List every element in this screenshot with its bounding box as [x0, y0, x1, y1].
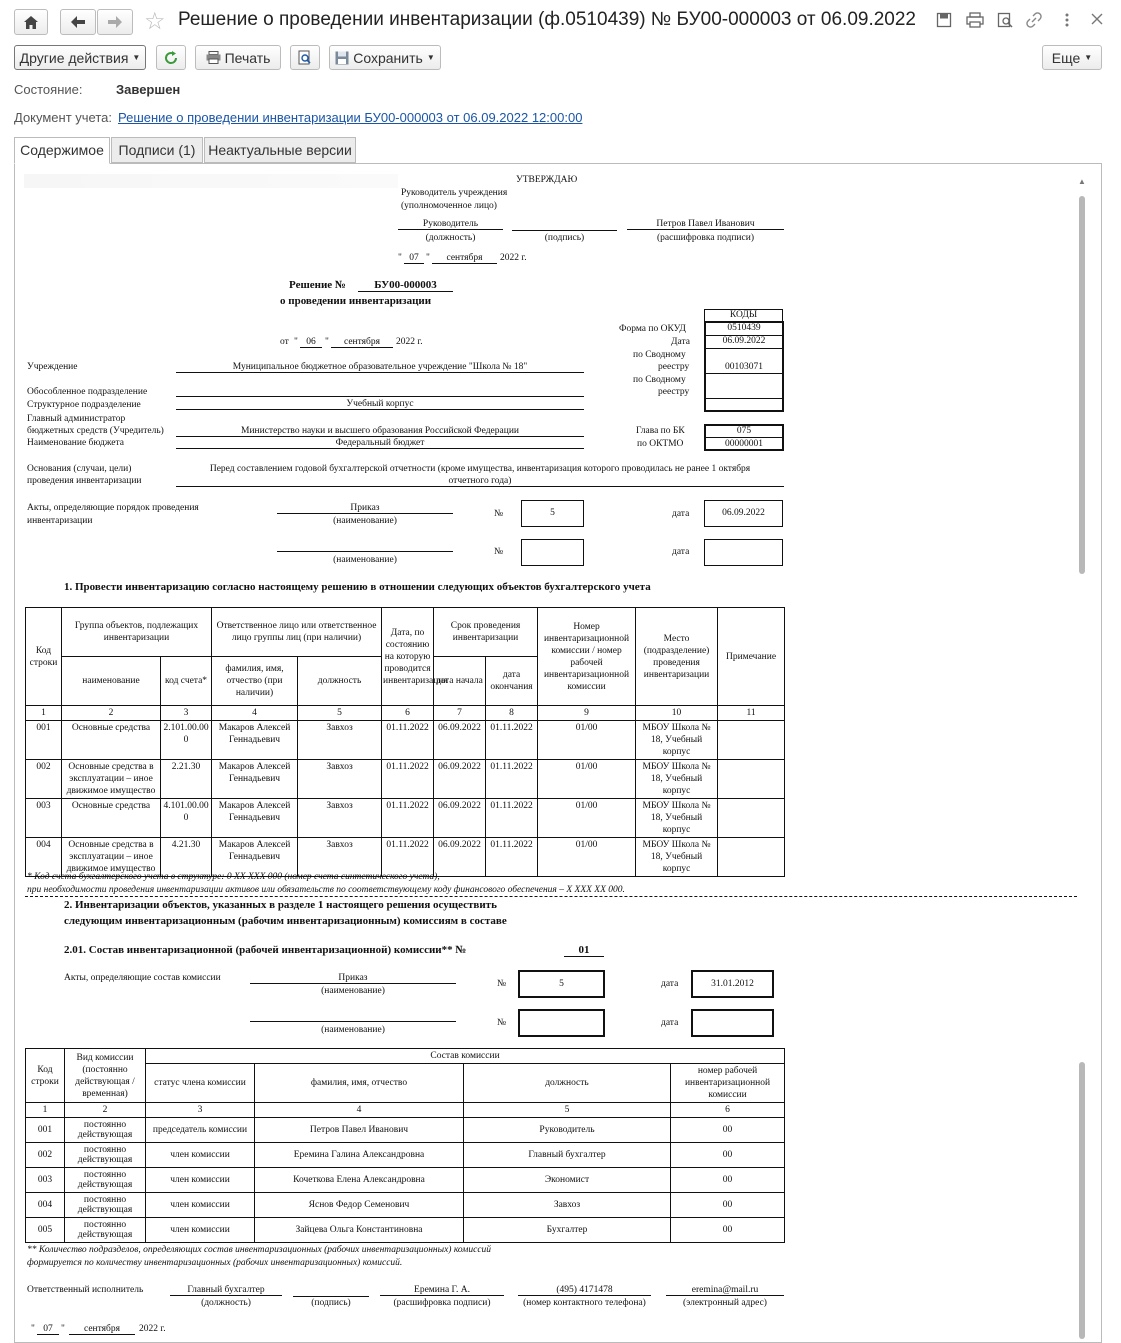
reg2-label-2: реестру [658, 387, 690, 397]
head-name: Петров Павел Иванович [627, 219, 784, 230]
comm-acts-label: Акты, определяющие состав комиссии [64, 973, 221, 983]
act1-name: Приказ [277, 503, 453, 514]
t1-comm: 01/00 [538, 838, 636, 877]
head-position: Руководитель [398, 219, 503, 230]
exec-label: Ответственный исполнитель [27, 1285, 144, 1295]
t1-place: МБОУ Школа № 18, Учебный корпус [636, 721, 718, 760]
commission-number: 01 [564, 944, 604, 957]
back-button[interactable] [60, 9, 96, 35]
comm-act-no: 5 [518, 970, 605, 998]
t1-code: 001 [26, 721, 62, 760]
t1-head-acc: код счета* [161, 657, 212, 706]
exec-phone-caption: (номер контактного телефона) [523, 1298, 646, 1308]
tab-obsolete-versions[interactable]: Неактуальные версии [204, 137, 356, 163]
home-icon [24, 16, 38, 29]
objects-table [25, 607, 785, 877]
t2-fio: Петров Павел Иванович [255, 1118, 464, 1143]
more-vertical-icon[interactable] [1064, 12, 1070, 28]
t2-num: 4 [255, 1103, 464, 1118]
t1-num: 2 [62, 706, 161, 721]
t2-kind: постоянно действующая [65, 1218, 146, 1243]
exec-date-q1: " [31, 1324, 35, 1334]
t1-name: Основные средства [62, 721, 161, 760]
reg-label-2: реестру [658, 362, 690, 372]
reg-label-1: по Сводному [633, 350, 686, 360]
t1-head-end: дата окончания [486, 657, 538, 706]
t1-fio: Макаров Алексей Геннадьевич [212, 838, 298, 877]
t2-pos: Руководитель [464, 1118, 671, 1143]
t1-start: 06.09.2022 [434, 721, 486, 760]
table-row [26, 1168, 785, 1193]
act2-name-line [277, 540, 453, 552]
head-line2: (уполномоченное лицо) [401, 201, 497, 211]
link-icon[interactable] [1026, 12, 1042, 31]
t1-start: 06.09.2022 [434, 760, 486, 799]
doc-date-year: 2022 г. [396, 337, 423, 347]
t1-note [718, 760, 785, 799]
scroll-up-arrow[interactable]: ▲ [1078, 177, 1086, 186]
struct-value: Учебный корпус [176, 399, 584, 410]
acts-label-2: инвентаризации [27, 516, 93, 526]
state-label: Состояние: [14, 82, 83, 97]
arrow-right-icon [108, 16, 122, 28]
approve-title: УТВЕРЖДАЮ [516, 175, 578, 185]
budget-label: Наименование бюджета [27, 438, 124, 448]
acts-label-1: Акты, определяющие порядок проведения [27, 503, 199, 513]
exec-date-month: сентября [69, 1324, 135, 1335]
t2-fio: Яснов Федор Семенович [255, 1193, 464, 1218]
t2-pos: Завхоз [464, 1193, 671, 1218]
t1-num: 8 [486, 706, 538, 721]
save-disk-icon[interactable] [936, 12, 952, 31]
codes-divider-3 [705, 373, 783, 374]
t1-acc: 2.101.00.000 [161, 721, 212, 760]
t2-kind: постоянно действующая [65, 1118, 146, 1143]
t1-name: Основные средства в эксплуатации – иное движимое имущество [62, 760, 161, 799]
t1-note [718, 721, 785, 760]
dropdown-arrow-icon: ▼ [1084, 53, 1093, 62]
t1-place: МБОУ Школа № 18, Учебный корпус [636, 799, 718, 838]
comm-act2-name-line [250, 1010, 456, 1022]
commission-table [25, 1048, 785, 1243]
doc-date-day: 06 [300, 337, 322, 348]
codes-header: КОДЫ [704, 309, 783, 322]
comm-act2-no-label: № [497, 1018, 507, 1028]
exec-name: Еремина Г. А. [380, 1285, 504, 1296]
section2-line2: следующим инвентаризационным (рабочим инвентаризационным) комиссиям в составе [64, 915, 507, 927]
exec-signature-caption: (подпись) [311, 1298, 351, 1308]
exec-email: eremina@mail.ru [666, 1285, 784, 1296]
t2-no: 00 [671, 1168, 785, 1193]
t1-end: 01.11.2022 [486, 799, 538, 838]
t1-pos: Завхоз [298, 721, 382, 760]
from-label: от [280, 337, 289, 347]
comm-act-name-caption: (наименование) [321, 986, 385, 996]
budget-value: Федеральный бюджет [176, 438, 584, 449]
t2-num: 2 [65, 1103, 146, 1118]
tab-signatures[interactable]: Подписи (1) [111, 137, 203, 163]
okud-label: Форма по ОКУД [619, 324, 686, 334]
t1-start: 06.09.2022 [434, 838, 486, 877]
t1-code: 002 [26, 760, 62, 799]
t2-pos: Главный бухгалтер [464, 1143, 671, 1168]
t2-status: председатель комиссии [146, 1118, 255, 1143]
comm-act2-no [518, 1009, 605, 1037]
comm-act-name: Приказ [250, 973, 456, 984]
basis-value-1: Перед составлением годовой бухгалтерской отчетности (кроме имущества, инвентаризация которого проводилась не ранее 1 октября [209, 464, 751, 474]
doc-date-q1: " [294, 337, 298, 347]
window-title: Решение о проведении инвентаризации (ф.0510439) № БУ00-000003 от 06.09.2022 [178, 9, 917, 30]
admin-value: Министерство науки и высшего образования Российской Федерации [176, 426, 584, 437]
glava-value: 075 [736, 426, 752, 436]
approve-date-year: 2022 г. [500, 253, 527, 263]
t1-head-name: наименование [62, 657, 161, 706]
t1-num: 5 [298, 706, 382, 721]
t2-status: член комиссии [146, 1168, 255, 1193]
t1-note [718, 799, 785, 838]
home-button[interactable] [14, 9, 48, 35]
t1-num: 11 [718, 706, 785, 721]
okud-value: 0510439 [727, 323, 761, 333]
t1-fio: Макаров Алексей Геннадьевич [212, 760, 298, 799]
doc-link[interactable]: Решение о проведении инвентаризации БУ00-000003 от 06.09.2022 12:00:00 [118, 110, 583, 125]
struct-label: Структурное подразделение [27, 400, 141, 410]
t2-head-code: Код строки [26, 1049, 65, 1103]
approve-date-q1: " [398, 253, 402, 263]
t1-head-start: дата начала [434, 657, 486, 706]
doc-label: Документ учета: [14, 110, 113, 125]
t1-num: 10 [636, 706, 718, 721]
admin-label-2: бюджетных средств (Учредитель) [27, 426, 164, 436]
t1-num: 1 [26, 706, 62, 721]
floppy-icon [335, 51, 349, 65]
comm-act2-date [691, 1009, 774, 1037]
t1-comm: 01/00 [538, 760, 636, 799]
admin-label-1: Главный администратор [27, 414, 126, 424]
reg2-label-1: по Сводному [633, 375, 686, 385]
preview-button[interactable] [290, 45, 320, 70]
refresh-button[interactable] [156, 45, 186, 70]
t1-comm: 01/00 [538, 721, 636, 760]
org-value: Муниципальное бюджетное образовательное учреждение "Школа № 18" [176, 362, 584, 373]
t1-name: Основные средства в эксплуатации – иное движимое имущество [62, 838, 161, 877]
save-label: Сохранить [353, 49, 423, 66]
t1-head-fio: фамилия, имя, отчество (при наличии) [212, 657, 298, 706]
t1-comm: 01/00 [538, 799, 636, 838]
comm-act2-date-label: дата [661, 1018, 679, 1028]
comm-act-date: 31.01.2012 [691, 970, 774, 998]
t2-pos: Бухгалтер [464, 1218, 671, 1243]
t2-head-no: номер рабочей инвентаризационной комиссии [671, 1064, 785, 1103]
t2-numbers-row [26, 1103, 785, 1118]
table-row [26, 721, 785, 760]
t1-head-code: Код строки [26, 608, 62, 706]
favorite-star-icon[interactable]: ☆ [144, 8, 166, 35]
other-actions-label: Другие действия [19, 49, 129, 66]
t2-status: член комиссии [146, 1143, 255, 1168]
t2-fio: Кочеткова Елена Александровна [255, 1168, 464, 1193]
t2-kind: постоянно действующая [65, 1168, 146, 1193]
table-row [26, 1143, 785, 1168]
t1-head-group: Группа объектов, подлежащих инвентаризации [62, 608, 212, 657]
oktmo-value: 00000001 [725, 439, 763, 449]
t2-fio: Еремина Галина Александровна [255, 1143, 464, 1168]
exec-date-year: 2022 г. [139, 1324, 166, 1334]
t2-no: 00 [671, 1118, 785, 1143]
t1-fio: Макаров Алексей Геннадьевич [212, 799, 298, 838]
sep-line [176, 385, 584, 397]
footnote2-line2: формируется по количеству инвентаризационных (рабочих инвентаризационных) комиссий. [27, 1258, 403, 1268]
approve-date-q2: " [426, 253, 430, 263]
refresh-icon [164, 51, 178, 65]
exec-date-q2: " [61, 1324, 65, 1334]
t1-head-note: Примечание [718, 608, 785, 706]
t2-head-pos: должность [464, 1064, 671, 1103]
scrollbar-thumb[interactable] [1079, 196, 1085, 574]
act2-date [704, 539, 783, 566]
more-button[interactable] [1042, 45, 1102, 70]
scrollbar-thumb-lower[interactable] [1079, 1062, 1085, 1339]
table-row [26, 838, 785, 877]
t2-head-fio: фамилия, имя, отчество [255, 1064, 464, 1103]
t1-num: 6 [382, 706, 434, 721]
t2-status: член комиссии [146, 1218, 255, 1243]
t2-code: 003 [26, 1168, 65, 1193]
t1-numbers-row [26, 706, 785, 721]
t1-num: 7 [434, 706, 486, 721]
table-row [26, 1218, 785, 1243]
t2-no: 00 [671, 1218, 785, 1243]
print-icon[interactable] [966, 12, 984, 31]
t1-num: 3 [161, 706, 212, 721]
doc-date-q2: " [325, 337, 329, 347]
basis-value-2: отчетного года) [176, 476, 784, 487]
codes-divider-4 [705, 398, 783, 399]
t2-kind: постоянно действующая [65, 1193, 146, 1218]
act2-no [521, 539, 584, 566]
footnote1-line2: при необходимости проведения инвентаризации активов или обязательств по соответствующему коду финансового обеспечения – Х ХХХ ХХ 000. [27, 885, 625, 895]
oktmo-label: по ОКТМО [637, 439, 684, 449]
decision-number: БУ00-000003 [358, 279, 453, 292]
date-label: Дата [671, 337, 690, 347]
t2-head-status: статус члена комиссии [146, 1064, 255, 1103]
act1-no-label: № [494, 509, 504, 519]
act1-date-label: дата [672, 509, 690, 519]
print-button[interactable] [195, 45, 281, 70]
date-value: 06.09.2022 [722, 336, 766, 346]
t1-num: 4 [212, 706, 298, 721]
t1-date: 01.11.2022 [382, 838, 434, 877]
basis-label-1: Основания (случаи, цели) [27, 464, 132, 474]
table-row [26, 1118, 785, 1143]
t1-pos: Завхоз [298, 760, 382, 799]
cap-decode: (расшифровка подписи) [657, 233, 754, 243]
t1-end: 01.11.2022 [486, 721, 538, 760]
t2-head-comp: Состав комиссии [146, 1049, 785, 1064]
t2-no: 00 [671, 1143, 785, 1168]
approve-date-month: сентября [432, 253, 497, 264]
t1-head-pos: должность [298, 657, 382, 706]
t1-head-date: Дата, по состоянию на которую проводится инвентаризация [382, 608, 434, 706]
t1-name: Основные средства [62, 799, 161, 838]
t1-fio: Макаров Алексей Геннадьевич [212, 721, 298, 760]
act2-name-caption: (наименование) [333, 555, 397, 565]
t1-head-place: Место (подразделение) проведения инвентаризации [636, 608, 718, 706]
dropdown-arrow-icon: ▼ [426, 53, 435, 62]
decision-subtitle: о проведении инвентаризации [280, 295, 432, 307]
decision-title: Решение № [289, 279, 346, 291]
print-label: Печать [224, 49, 271, 66]
tab-content[interactable]: Содержимое [14, 137, 110, 164]
section1-title: 1. Провести инвентаризацию согласно настоящему решению в отношении следующих объектов бухгалтерского учета [64, 581, 651, 593]
cap-signature: (подпись) [544, 233, 585, 243]
t1-place: МБОУ Школа № 18, Учебный корпус [636, 760, 718, 799]
t1-head-comm: Номер инвентаризационной комиссии / номер рабочей инвентаризационной комиссии [538, 608, 636, 706]
t2-status: член комиссии [146, 1193, 255, 1218]
table-row [26, 799, 785, 838]
act2-no-label: № [494, 547, 504, 557]
t1-note [718, 838, 785, 877]
t1-acc: 4.21.30 [161, 838, 212, 877]
t2-code: 001 [26, 1118, 65, 1143]
t1-end: 01.11.2022 [486, 838, 538, 877]
t1-code: 003 [26, 799, 62, 838]
exec-date-day: 07 [37, 1324, 59, 1335]
section2-line1: 2. Инвентаризации объектов, указанных в разделе 1 настоящего решения осуществить [64, 899, 497, 911]
t1-acc: 2.21.30 [161, 760, 212, 799]
cap-position: (должность) [425, 233, 476, 243]
t2-num: 6 [671, 1103, 785, 1118]
t2-num: 5 [464, 1103, 671, 1118]
reg-value: 00103071 [725, 362, 763, 372]
t1-place: МБОУ Школа № 18, Учебный корпус [636, 838, 718, 877]
exec-email-caption: (электронный адрес) [683, 1298, 767, 1308]
act1-date: 06.09.2022 [704, 500, 783, 527]
doc-date-month: сентября [331, 337, 393, 348]
other-actions-button[interactable] [14, 45, 146, 70]
comm-act-date-label: дата [661, 979, 679, 989]
footnote2-line1: ** Количество подразделов, определяющих состав инвентаризационных (рабочих инвентаризационных) комиссий [27, 1245, 492, 1255]
t1-date: 01.11.2022 [382, 799, 434, 838]
act1-no: 5 [521, 500, 584, 527]
t2-no: 00 [671, 1193, 785, 1218]
t2-pos: Экономист [464, 1168, 671, 1193]
dropdown-arrow-icon: ▼ [132, 53, 141, 62]
table-row [26, 760, 785, 799]
exec-position: Главный бухгалтер [170, 1285, 282, 1296]
t1-start: 06.09.2022 [434, 799, 486, 838]
section201-title: 2.01. Состав инвентаризационной (рабочей инвентаризационной) комиссии** № [64, 944, 467, 956]
t2-kind: постоянно действующая [65, 1143, 146, 1168]
footnote1-line1: * Код счета бухгалтерского учета в структуре: 0 ХХ ХХХ 000 (номер счета синтетического учета), [27, 872, 440, 882]
t2-num: 1 [26, 1103, 65, 1118]
codes-divider-5 [705, 437, 783, 438]
t1-code: 004 [26, 838, 62, 877]
t1-num: 9 [538, 706, 636, 721]
page-break-line [25, 896, 1077, 897]
more-label: Еще [1051, 49, 1081, 66]
table-row [26, 1193, 785, 1218]
t2-num: 3 [146, 1103, 255, 1118]
act1-name-caption: (наименование) [333, 516, 397, 526]
preview-icon[interactable] [997, 12, 1013, 31]
org-label: Учреждение [27, 362, 78, 372]
t1-date: 01.11.2022 [382, 721, 434, 760]
head-line1: Руководитель учреждения [401, 188, 508, 198]
t1-pos: Завхоз [298, 799, 382, 838]
t1-acc: 4.101.00.000 [161, 799, 212, 838]
comm-act2-caption: (наименование) [321, 1025, 385, 1035]
t1-head-term: Срок проведения инвентаризации [434, 608, 538, 657]
act2-date-label: дата [672, 547, 690, 557]
magnifier-page-icon [298, 50, 312, 65]
t2-code: 004 [26, 1193, 65, 1218]
comm-act-no-label: № [497, 979, 507, 989]
sep-label: Обособленное подразделение [27, 387, 148, 397]
t2-head-kind: Вид комиссии (постоянно действующая / временная) [65, 1049, 146, 1103]
close-icon[interactable] [1090, 12, 1104, 29]
blurred-header-strip [24, 174, 398, 188]
forward-button[interactable] [97, 9, 133, 35]
t1-date: 01.11.2022 [382, 760, 434, 799]
t1-pos: Завхоз [298, 838, 382, 877]
exec-phone: (495) 4171478 [518, 1285, 651, 1296]
codes-divider-2 [705, 348, 783, 349]
t2-code: 002 [26, 1143, 65, 1168]
approve-date-day: 07 [404, 253, 424, 264]
printer-icon [206, 51, 221, 64]
exec-name-caption: (расшифровка подписи) [393, 1298, 491, 1308]
exec-signature-line [293, 1285, 369, 1297]
t2-fio: Зайцева Ольга Константиновна [255, 1218, 464, 1243]
t2-code: 005 [26, 1218, 65, 1243]
t1-head-resp: Ответственное лицо или ответственное лицо группы лиц (при наличии) [212, 608, 382, 657]
basis-label-2: проведения инвентаризации [27, 476, 142, 486]
state-value: Завершен [116, 82, 181, 97]
exec-position-caption: (должность) [201, 1298, 251, 1308]
arrow-left-icon [71, 16, 85, 28]
head-signature-line [512, 219, 617, 231]
t1-end: 01.11.2022 [486, 760, 538, 799]
glava-label: Глава по БК [636, 426, 685, 436]
save-button[interactable] [329, 45, 441, 70]
